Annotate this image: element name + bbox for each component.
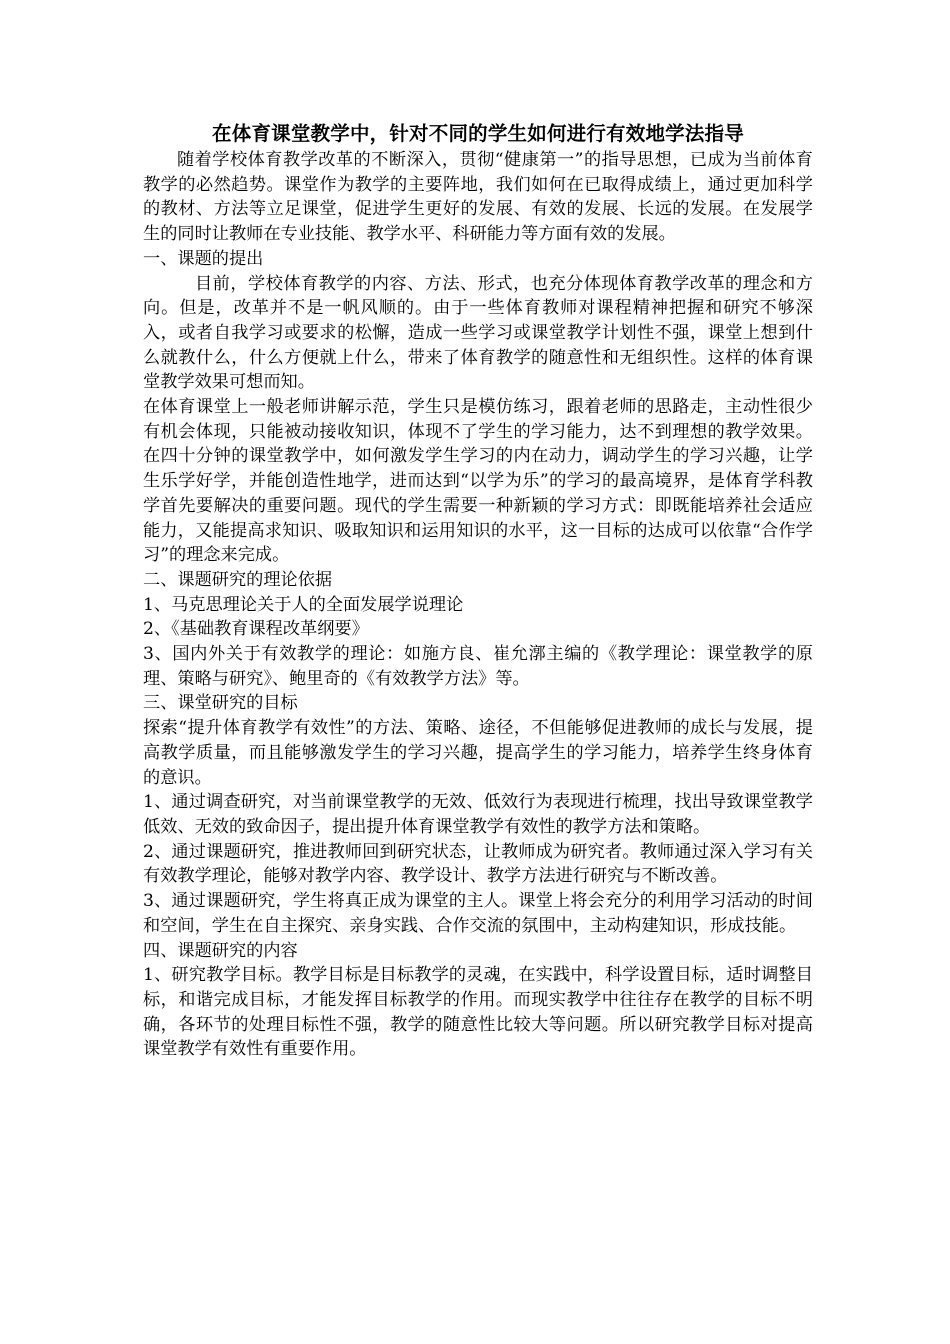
document-title: 在体育课堂教学中，针对不同的学生如何进行有效地学法指导	[212, 122, 744, 145]
section-heading-2: 二、课题研究的理论依据	[143, 569, 333, 590]
document-page	[143, 120, 813, 1062]
section-3-item-1: 1、通过调查研究，对当前课堂教学的无效、低效行为表现进行梳理，找出导致课堂教学低效、无效的致命因子，提出提升体育课堂教学有效性的教学方法和策略。	[143, 792, 813, 837]
section-heading-1: 一、课题的提出	[143, 248, 264, 269]
section-2-item-1: 1、马克思理论关于人的全面发展学说理论	[143, 594, 464, 615]
section-2-item-3: 3、国内外关于有效教学的理论：如施方良、崔允漷主编的《教学理论：课堂教学的原理、策略与研究》、鲍里奇的《有效教学方法》等。	[143, 644, 813, 689]
section-3-paragraph-1: 探索“提升体育教学有效性”的方法、策略、途径，不但能够促进教师的成长与发展，提高教学质量，而且能够激发学生的学习兴趣，提高学生的学习能力，培养学生终身体育的意识。	[143, 718, 813, 788]
section-4-item-1: 1、研究教学目标。教学目标是目标教学的灵魂，在实践中，科学设置目标，适时调整目标，和谐完成目标，才能发挥目标教学的作用。而现实教学中往往存在教学的目标不明确，各环节的处理目标性不强，教学的随意性比较大等问题。所以研究教学目标对提高课堂教学有效性有重要作用。	[143, 965, 813, 1060]
section-heading-3: 三、课堂研究的目标	[143, 693, 298, 714]
section-1-paragraph-1: 目前，学校体育教学的内容、方法、形式，也充分体现体育教学改革的理念和方向。但是，改革并不是一帆风顺的。由于一些体育教师对课程精神把握和研究不够深入，或者自我学习或要求的松懈，造成一些学习或课堂教学计划性不强，课堂上想到什么就教什么，什么方便就上什么，带来了体育教学的随意性和无组织性。这样的体育课堂教学效果可想而知。	[143, 273, 813, 393]
intro-paragraph: 随着学校体育教学改革的不断深入，贯彻“健康第一”的指导思想，已成为当前体育教学的必然趋势。课堂作为教学的主要阵地，我们如何在已取得成绩上，通过更加科学的教材、方法等立足课堂，促进学生更好的发展、有效的发展、长远的发展。在发展学生的同时让教师在专业技能、教学水平、科研能力等方面有效的发展。	[143, 150, 813, 245]
section-1-paragraph-2: 在体育课堂上一般老师讲解示范，学生只是模仿练习，跟着老师的思路走，主动性很少有机会体现，只能被动接收知识，体现不了学生的学习能力，达不到理想的教学效果。在四十分钟的课堂教学中，如何激发学生学习的内在动力，调动学生的学习兴趣，让学生乐学好学，并能创造性地学，进而达到“以学为乐”的学习的最高境界，是体育学科教学首先要解决的重要问题。现代的学生需要一种新颖的学习方式：即既能培养社会适应能力，又能提高求知识、吸取知识和运用知识的水平，这一目标的达成可以依靠“合作学习”的理念来完成。	[143, 397, 813, 566]
section-3-item-2: 2、通过课题研究，推进教师回到研究状态，让教师成为研究者。教师通过深入学习有关有效教学理论，能够对教学内容、教学设计、教学方法进行研究与不断改善。	[143, 841, 813, 887]
section-3-item-3: 3、通过课题研究，学生将真正成为课堂的主人。课堂上将会充分的利用学习活动的时间和空间，学生在自主探究、亲身实践、合作交流的氛围中，主动构建知识，形成技能。	[143, 891, 813, 936]
section-heading-4: 四、课题研究的内容	[143, 940, 298, 961]
section-2-item-2: 2、《基础教育课程改革纲要》	[143, 619, 369, 640]
